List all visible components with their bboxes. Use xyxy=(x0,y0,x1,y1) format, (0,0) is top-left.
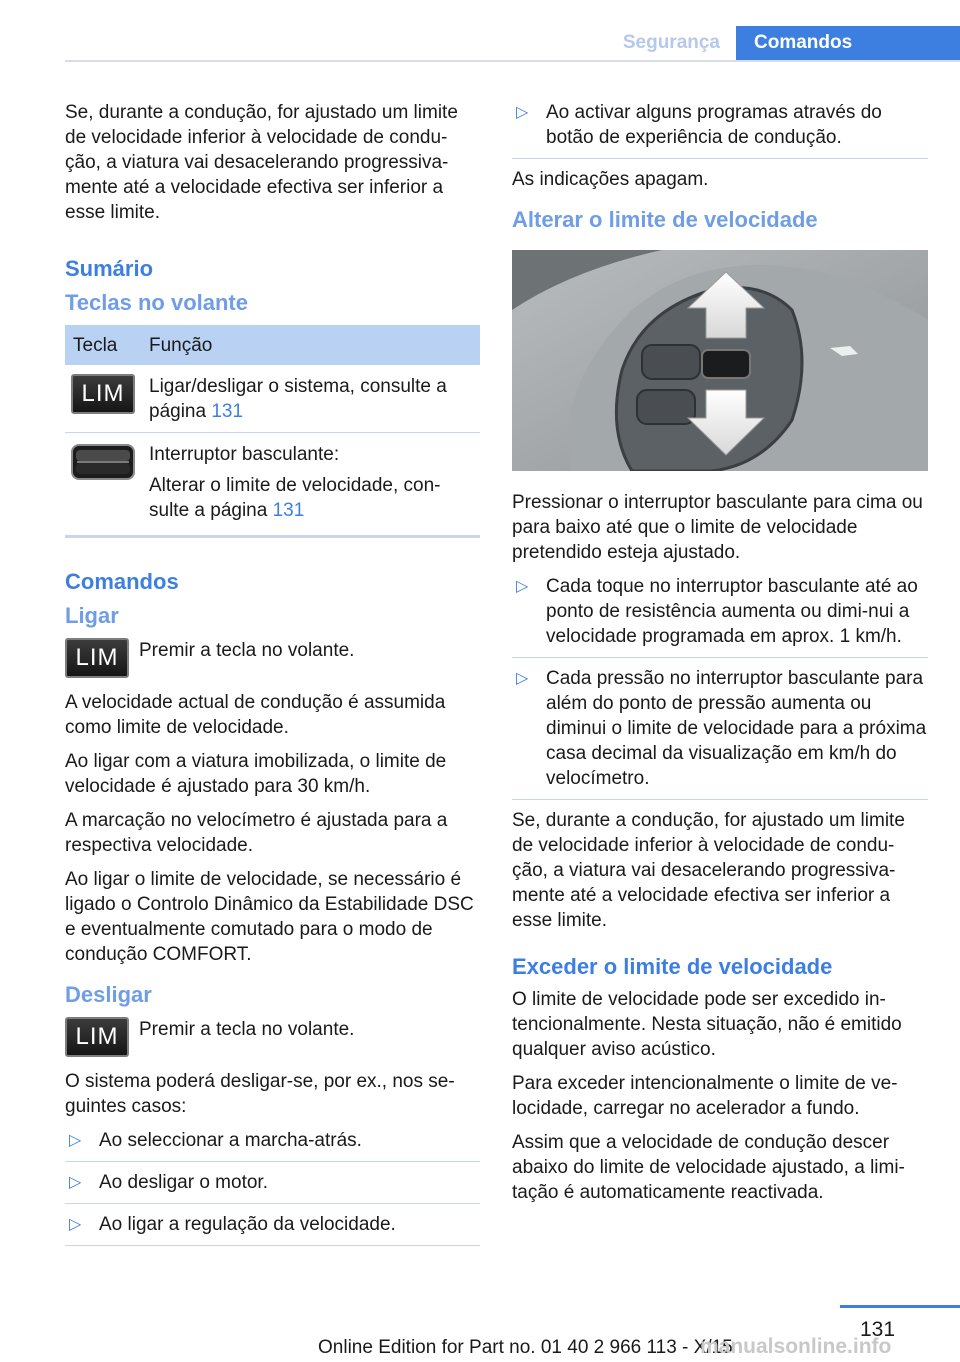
keys-table xyxy=(65,325,480,538)
heading-exceder-limite: Exceder o limite de velocidade xyxy=(512,954,833,979)
intro-paragraph: Se, durante a condução, for ajustado um limite de velocidade inferior à velocidade de condu-ção, a viatura vai desacelerando progressiva-mente até a velocidade efectiva ser inferior a esse limite. xyxy=(65,102,458,223)
table-cell-key xyxy=(65,433,141,537)
paragraph: A velocidade actual de condução é assumida como limite de velocidade. xyxy=(65,692,446,738)
ligar-text: Premir a tecla no volante. xyxy=(139,640,355,661)
paragraph: Ao ligar com a viatura imobilizada, o limite de velocidade é ajustado para 30 km/h. xyxy=(65,751,447,797)
footer-rule xyxy=(840,1305,960,1308)
triangle-bullet-icon: ▷ xyxy=(516,578,529,595)
paragraph: As indicações apagam. xyxy=(512,169,709,190)
table-cell-key xyxy=(65,365,141,433)
rocker-switch-icon xyxy=(71,442,135,482)
bullet-list xyxy=(512,574,928,800)
paragraph: Pressionar o interruptor basculante para cima ou para baixo até que o limite de velocidade pretendido esteja ajustado. xyxy=(512,492,923,563)
triangle-bullet-icon: ▷ xyxy=(69,1174,82,1191)
list-item xyxy=(512,666,928,800)
page-number: 131 xyxy=(860,1318,896,1341)
heading-sumario: Sumário xyxy=(65,256,154,281)
page-link[interactable]: 131 xyxy=(211,401,244,422)
list-item-text: Ao ligar a regulação da velocidade. xyxy=(99,1214,396,1235)
watermark: manualsonline.info xyxy=(700,1335,892,1358)
header-rule xyxy=(65,60,960,62)
bullet-list xyxy=(65,1128,480,1246)
list-item-text: Ao desligar o motor. xyxy=(99,1172,268,1193)
lim-key-icon: LIM xyxy=(65,1017,129,1057)
lim-key-icon: LIM xyxy=(71,374,135,414)
paragraph: A marcação no velocímetro é ajustada para a respectiva velocidade. xyxy=(65,810,448,856)
table-header-row xyxy=(65,325,480,365)
row2-title: Interruptor basculante: xyxy=(149,444,340,465)
left-column xyxy=(65,100,480,1254)
triangle-bullet-icon: ▷ xyxy=(69,1216,82,1233)
list-item xyxy=(512,100,928,159)
ligar-instruction xyxy=(65,638,480,678)
triangle-bullet-icon: ▷ xyxy=(516,104,529,121)
heading-ligar: Ligar xyxy=(65,603,119,628)
triangle-bullet-icon: ▷ xyxy=(516,670,529,687)
triangle-bullet-icon: ▷ xyxy=(69,1132,82,1149)
page-link[interactable]: 131 xyxy=(272,500,305,521)
list-item xyxy=(512,574,928,658)
bullet-list xyxy=(512,100,928,159)
header-chapter-tab: Comandos xyxy=(736,26,960,62)
table-cell-function xyxy=(141,433,480,537)
row2-text: Alterar o limite de velocidade, con-sulte a página xyxy=(149,475,441,521)
table-row xyxy=(65,365,480,433)
heading-comandos: Comandos xyxy=(65,569,179,594)
heading-alterar-limite: Alterar o limite de velocidade xyxy=(512,207,818,232)
list-item xyxy=(65,1212,480,1246)
list-item-text: Ao activar alguns programas através do botão de experiência de condução. xyxy=(546,102,882,148)
heading-desligar: Desligar xyxy=(65,982,152,1007)
row1-text: Ligar/desligar o sistema, consulte a página xyxy=(149,376,447,422)
desligar-instruction xyxy=(65,1017,480,1057)
paragraph: Ao ligar o limite de velocidade, se necessário é ligado o Controlo Dinâmico da Estabilidade DSC e eventualmente comutado para o modo de condução COMFORT. xyxy=(65,869,474,965)
paragraph: O sistema poderá desligar-se, por ex., nos se-guintes casos: xyxy=(65,1071,455,1117)
list-item-text: Cada pressão no interruptor basculante para além do ponto de pressão aumenta ou diminui o limite de velocidade para a próxima casa decimal da visualização em km/h do velocímetro. xyxy=(546,668,927,789)
list-item xyxy=(65,1170,480,1204)
heading-teclas-no-volante: Teclas no volante xyxy=(65,290,248,315)
table-row xyxy=(65,433,480,537)
table-cell-function xyxy=(141,365,480,433)
table-header-tecla: Tecla xyxy=(65,325,141,365)
right-column xyxy=(512,100,928,1214)
paragraph: O limite de velocidade pode ser excedido in-tencionalmente. Nesta situação, não é emitido qualquer aviso acústico. xyxy=(512,989,902,1060)
paragraph: Para exceder intencionalmente o limite de ve-locidade, carregar no acelerador a fundo. xyxy=(512,1073,898,1119)
edition-note: Online Edition for Part no. 01 40 2 966 113 - X/15 xyxy=(318,1337,733,1358)
desligar-text: Premir a tecla no volante. xyxy=(139,1019,355,1040)
header-section-label: Segurança xyxy=(622,32,720,53)
steering-wheel-rocker-photo xyxy=(512,250,928,471)
table-header-funcao: Função xyxy=(141,325,480,365)
list-item-text: Ao seleccionar a marcha-atrás. xyxy=(99,1130,362,1151)
list-item-text: Cada toque no interruptor basculante até ao ponto de resistência aumenta ou dimi-nui a velocidade programada em aprox. 1 km/h. xyxy=(546,576,918,647)
list-item xyxy=(65,1128,480,1162)
paragraph: Assim que a velocidade de condução descer abaixo do limite de velocidade ajustado, a limi-tação é automaticamente reactivada. xyxy=(512,1132,905,1203)
paragraph: Se, durante a condução, for ajustado um limite de velocidade inferior à velocidade de condu-ção, a viatura vai desacelerando progressiva-mente até a velocidade efectiva ser inferior a esse limite. xyxy=(512,810,905,931)
lim-key-icon: LIM xyxy=(65,638,129,678)
